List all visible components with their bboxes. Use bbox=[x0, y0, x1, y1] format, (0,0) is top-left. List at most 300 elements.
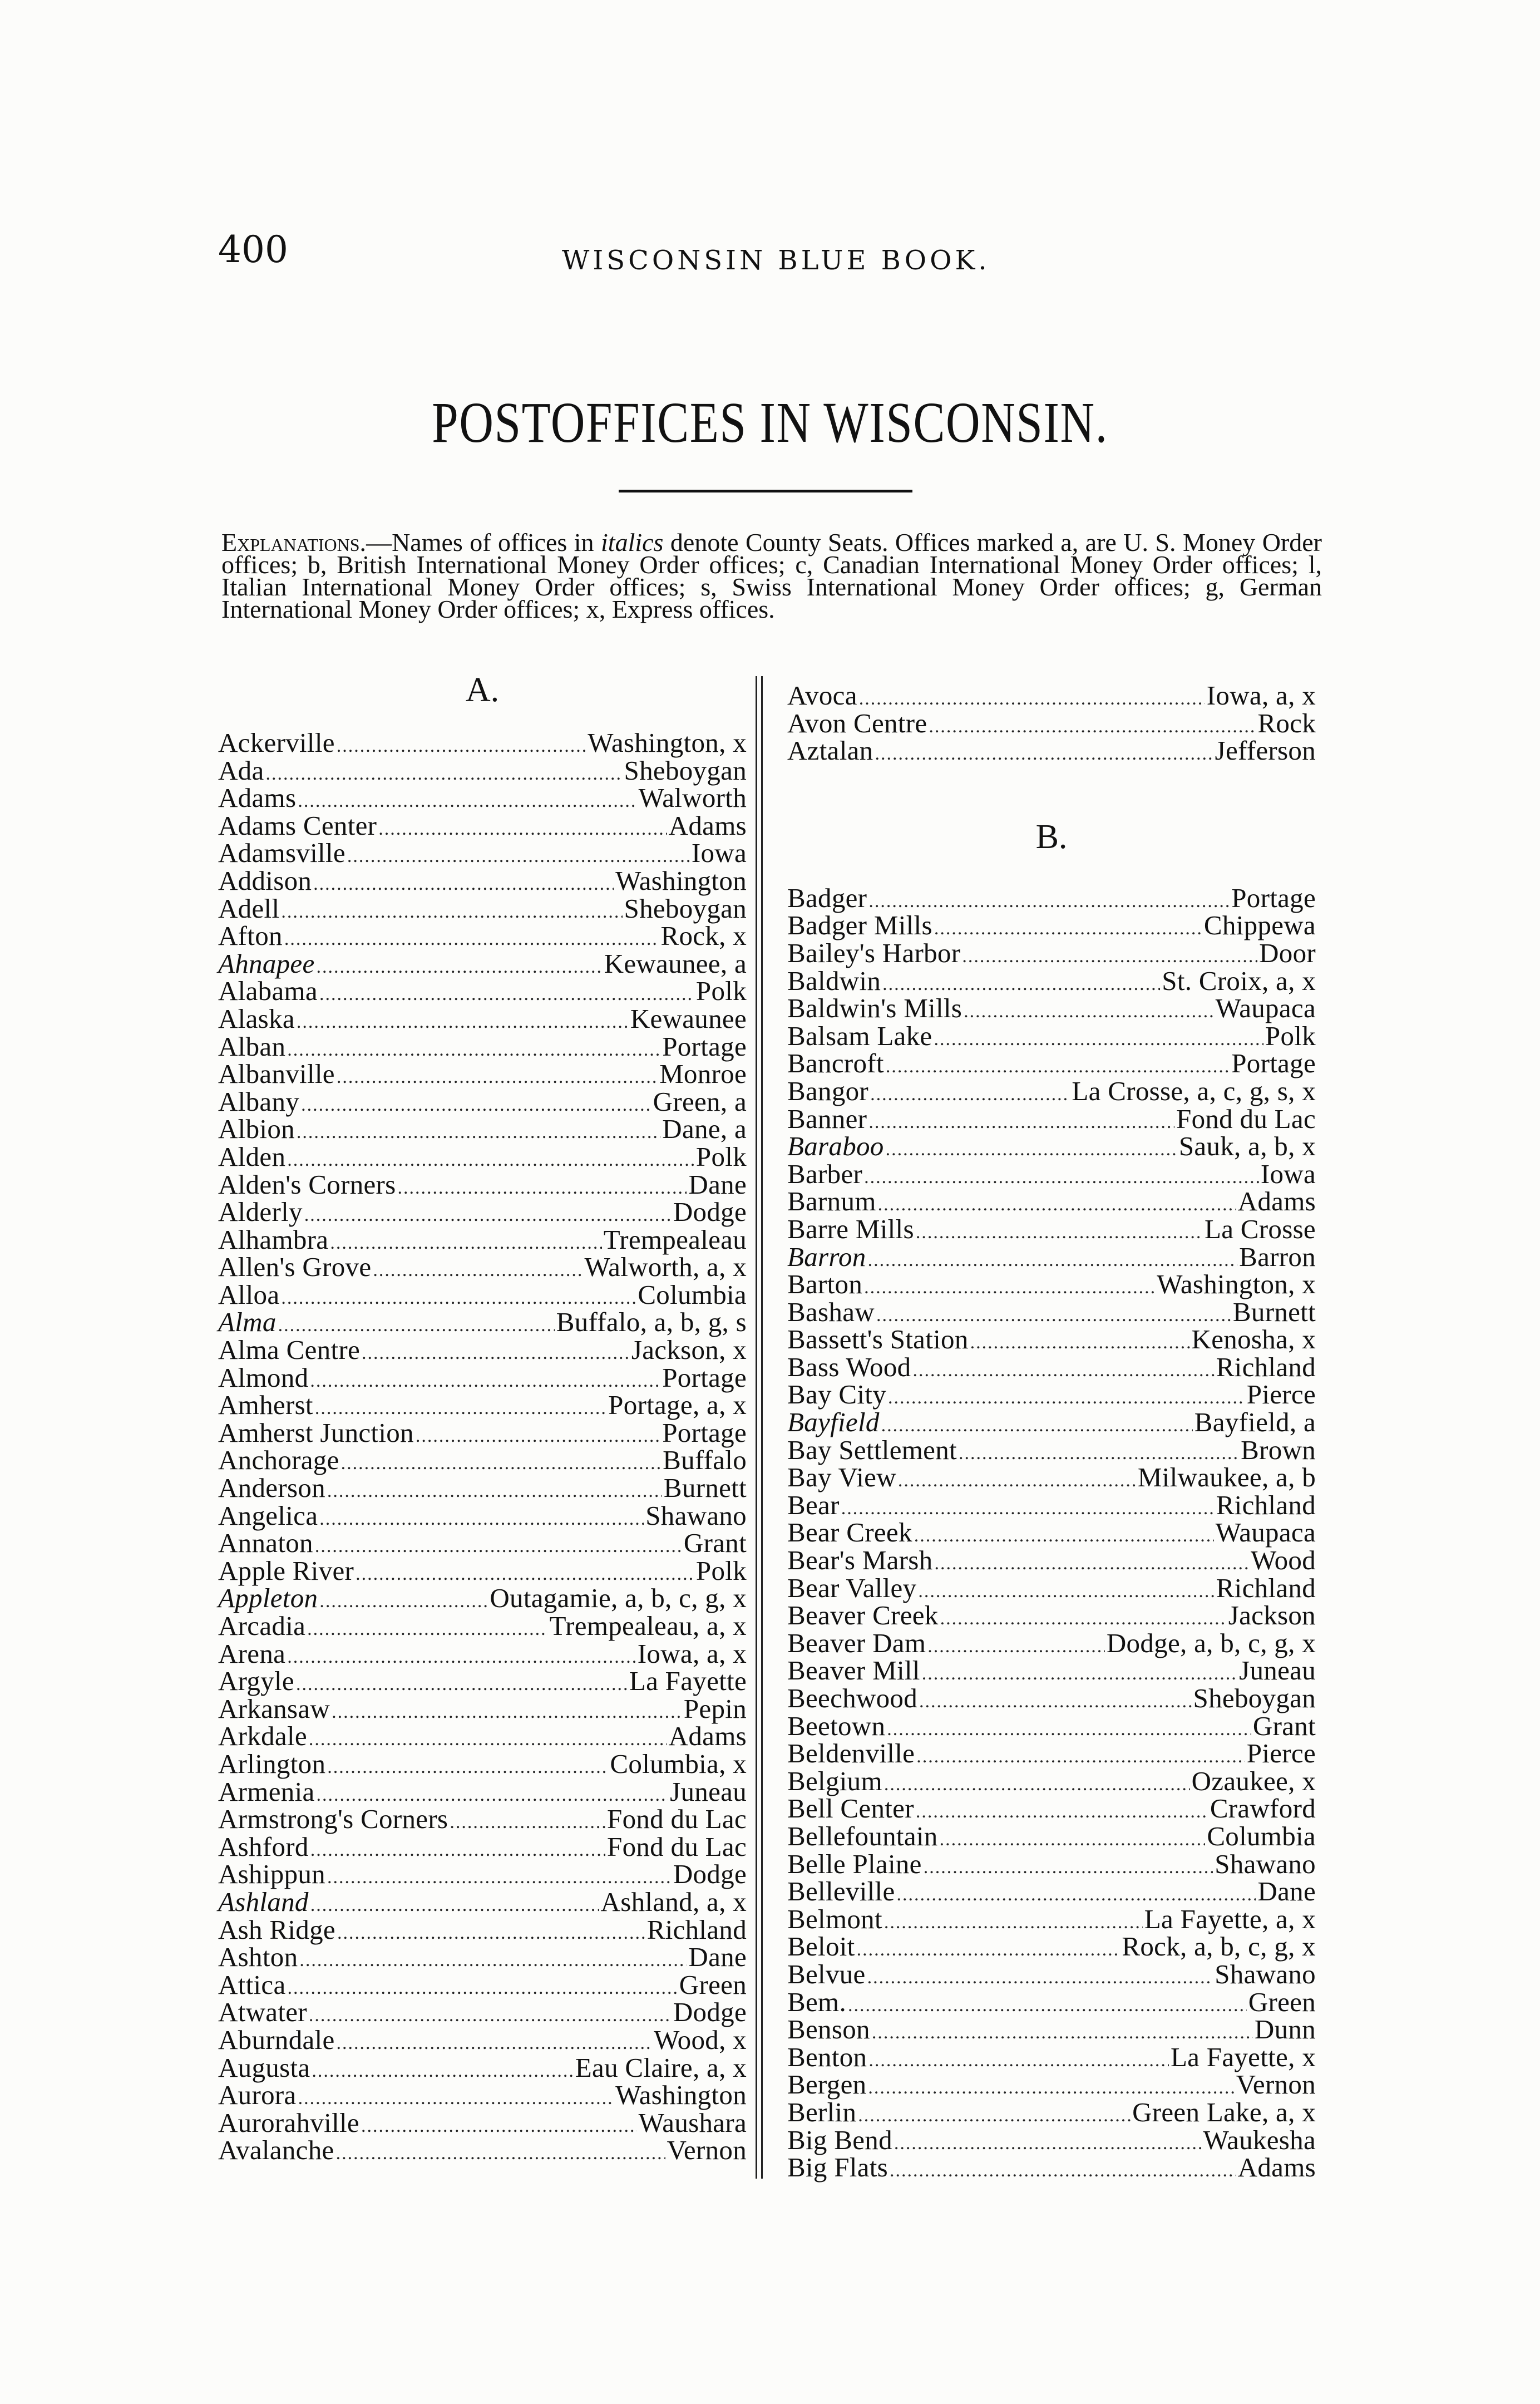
dot-leader bbox=[310, 1836, 605, 1864]
county-name: Rock, a, b, c, g, x bbox=[1122, 1931, 1316, 1962]
county-name: Waushara bbox=[638, 2107, 747, 2138]
county-name: Polk bbox=[1265, 1020, 1316, 1051]
dot-leader bbox=[887, 1716, 1251, 1743]
postoffice-entry bbox=[218, 1778, 747, 1806]
postoffice-entry bbox=[218, 1336, 747, 1364]
postoffice-entry bbox=[218, 1722, 747, 1750]
postoffice-entry bbox=[218, 1446, 747, 1474]
county-name: Waukesha bbox=[1203, 2124, 1316, 2155]
county-seat-name: Alma bbox=[218, 1307, 277, 1338]
office-name: Alden bbox=[218, 1141, 286, 1172]
dot-leader bbox=[868, 1109, 1174, 1136]
section-a-continued-list bbox=[787, 682, 1316, 765]
county-name: Crawford bbox=[1210, 1793, 1316, 1824]
office-name: Angelica bbox=[218, 1500, 318, 1531]
dot-leader bbox=[317, 953, 603, 981]
office-name: Atwater bbox=[218, 1997, 307, 2028]
postoffice-entry bbox=[787, 1160, 1316, 1188]
office-name: Bear bbox=[787, 1489, 840, 1520]
office-name: Albany bbox=[218, 1086, 300, 1117]
postoffice-entry bbox=[787, 884, 1316, 912]
county-name: St. Croix, a, x bbox=[1162, 965, 1316, 996]
postoffice-entry bbox=[218, 1474, 747, 1502]
county-name: Washington bbox=[615, 865, 747, 896]
postoffice-entry bbox=[787, 2071, 1316, 2098]
office-name: Allen's Grove bbox=[218, 1252, 372, 1283]
county-seat-name: Barron bbox=[787, 1241, 866, 1272]
county-name: Washington, x bbox=[588, 727, 747, 758]
dot-leader bbox=[919, 1688, 1192, 1716]
dot-leader bbox=[864, 1164, 1259, 1191]
county-name: Columbia bbox=[638, 1279, 747, 1310]
county-name: Jackson bbox=[1228, 1600, 1316, 1631]
postoffice-entry bbox=[787, 1933, 1316, 1960]
postoffice-entry bbox=[218, 1888, 747, 1916]
postoffice-entry bbox=[218, 1088, 747, 1116]
county-name: Burnett bbox=[663, 1472, 747, 1504]
postoffice-entry bbox=[787, 1436, 1316, 1464]
postoffice-entry bbox=[787, 1657, 1316, 1684]
office-name: Barre Mills bbox=[787, 1213, 914, 1244]
county-name: La Fayette, a, x bbox=[1144, 1903, 1316, 1934]
office-name: Benton bbox=[787, 2041, 867, 2072]
postoffice-entry bbox=[787, 2126, 1316, 2154]
office-name: Alaska bbox=[218, 1003, 295, 1034]
office-name: Annaton bbox=[218, 1528, 313, 1559]
office-name: Belmont bbox=[787, 1903, 882, 1934]
postoffice-entry bbox=[218, 2081, 747, 2109]
page-number: 400 bbox=[218, 228, 288, 271]
county-name: Adams bbox=[668, 810, 747, 841]
county-name: Wood bbox=[1250, 1545, 1316, 1576]
dot-leader bbox=[848, 1992, 1247, 2019]
office-name: Armstrong's Corners bbox=[218, 1804, 448, 1835]
county-name: Iowa, a, x bbox=[1206, 680, 1316, 711]
dot-leader bbox=[327, 1753, 608, 1781]
county-name: Iowa, a, x bbox=[637, 1638, 747, 1669]
postoffice-entry bbox=[218, 1971, 747, 1999]
dot-leader bbox=[878, 1191, 1236, 1219]
running-title: WISCONSIN BLUE BOOK. bbox=[562, 245, 990, 276]
postoffice-entry bbox=[218, 1502, 747, 1530]
postoffice-entry bbox=[218, 1584, 747, 1612]
county-name: Shawano bbox=[1215, 1848, 1316, 1879]
postoffice-entry bbox=[218, 867, 747, 895]
postoffice-entry bbox=[787, 2154, 1316, 2181]
office-name: Anderson bbox=[218, 1472, 325, 1504]
postoffice-entry bbox=[218, 1171, 747, 1199]
office-name: Bear's Marsh bbox=[787, 1545, 933, 1576]
county-name: Portage bbox=[662, 1031, 747, 1062]
section-b-list bbox=[787, 884, 1316, 2181]
dot-leader bbox=[373, 1257, 583, 1284]
dot-leader bbox=[886, 1136, 1177, 1164]
office-name: Armenia bbox=[218, 1776, 315, 1807]
county-name: Iowa bbox=[691, 838, 747, 869]
office-name: Ackerville bbox=[218, 727, 335, 758]
office-name: Beaver Mill bbox=[787, 1655, 920, 1686]
county-name: Pepin bbox=[683, 1693, 747, 1724]
county-name: Trempealeau, a, x bbox=[549, 1610, 747, 1641]
postoffice-entry bbox=[218, 1033, 747, 1061]
postoffice-entry bbox=[218, 2109, 747, 2137]
section-b-heading: B. bbox=[1035, 817, 1068, 856]
postoffice-entry bbox=[787, 1022, 1316, 1050]
county-seat-name: Ashland bbox=[218, 1886, 309, 1917]
county-name: Dodge bbox=[673, 1859, 747, 1890]
dot-leader bbox=[336, 2140, 665, 2167]
office-name: Attica bbox=[218, 1969, 286, 2000]
postoffice-entry bbox=[218, 1695, 747, 1723]
county-name: Fond du Lac bbox=[1176, 1103, 1316, 1134]
county-name: Iowa bbox=[1260, 1158, 1316, 1189]
postoffice-entry bbox=[218, 729, 747, 757]
county-name: Milwaukee, a, b bbox=[1137, 1462, 1316, 1493]
postoffice-entry bbox=[787, 1464, 1316, 1491]
dot-leader bbox=[890, 2157, 1236, 2185]
office-name: Adell bbox=[218, 893, 280, 924]
office-name: Amherst bbox=[218, 1390, 313, 1421]
postoffice-entry bbox=[787, 2043, 1316, 2071]
office-name: Alloa bbox=[218, 1279, 280, 1310]
postoffice-entry bbox=[787, 682, 1316, 710]
office-name: Beetown bbox=[787, 1710, 886, 1741]
county-name: Green Lake, a, x bbox=[1132, 2096, 1316, 2127]
office-name: Albanville bbox=[218, 1058, 335, 1090]
postoffice-entry bbox=[218, 1005, 747, 1033]
office-name: Alhambra bbox=[218, 1224, 329, 1255]
county-name: Green bbox=[1248, 1986, 1316, 2017]
office-name: Anchorage bbox=[218, 1445, 339, 1476]
dot-leader bbox=[319, 1588, 488, 1615]
county-name: Ashland, a, x bbox=[600, 1886, 747, 1917]
dot-leader bbox=[964, 998, 1213, 1026]
dot-leader bbox=[940, 1826, 1206, 1854]
postoffice-entry bbox=[787, 1298, 1316, 1326]
postoffice-entry bbox=[787, 1740, 1316, 1767]
county-name: Kewaunee bbox=[630, 1003, 747, 1034]
office-name: Avon Centre bbox=[787, 707, 927, 738]
dot-leader bbox=[287, 1643, 636, 1671]
postoffice-entry bbox=[218, 1226, 747, 1254]
county-name: Dane bbox=[1257, 1876, 1316, 1907]
postoffice-entry bbox=[787, 1105, 1316, 1133]
postoffice-entry bbox=[787, 967, 1316, 995]
postoffice-entry bbox=[218, 2026, 747, 2054]
postoffice-entry bbox=[218, 1143, 747, 1171]
postoffice-entry bbox=[218, 784, 747, 812]
section-a-list bbox=[218, 729, 747, 2164]
county-name: Dane bbox=[688, 1169, 747, 1200]
dot-leader bbox=[929, 713, 1256, 741]
office-name: Bergen bbox=[787, 2069, 867, 2100]
dot-leader bbox=[934, 1026, 1263, 1053]
page-title: POSTOFFICES IN WISCONSIN. bbox=[432, 391, 1108, 455]
dot-leader bbox=[337, 1919, 645, 1947]
postoffice-entry bbox=[787, 1822, 1316, 1850]
office-name: Belgium bbox=[787, 1765, 882, 1796]
dot-leader bbox=[916, 1219, 1203, 1247]
office-name: Alabama bbox=[218, 976, 318, 1007]
county-name: Green, a bbox=[653, 1086, 747, 1117]
county-name: Buffalo bbox=[663, 1445, 747, 1476]
county-name: Trempealeau bbox=[603, 1224, 747, 1255]
dot-leader bbox=[867, 1964, 1213, 1992]
dot-leader bbox=[934, 915, 1202, 943]
dot-leader bbox=[284, 925, 659, 953]
postoffice-entry bbox=[787, 1988, 1316, 2016]
office-name: Bay Settlement bbox=[787, 1434, 957, 1465]
county-name: Grant bbox=[683, 1528, 747, 1559]
county-name: Juneau bbox=[670, 1776, 747, 1807]
county-name: Waupaca bbox=[1215, 1517, 1316, 1548]
office-name: Baldwin bbox=[787, 965, 881, 996]
office-name: Ash Ridge bbox=[218, 1914, 335, 1945]
office-name: Arena bbox=[218, 1638, 286, 1669]
county-name: Shawano bbox=[645, 1500, 747, 1531]
county-name: La Fayette, x bbox=[1170, 2041, 1316, 2072]
office-name: Bear Valley bbox=[787, 1572, 917, 1603]
dot-leader bbox=[927, 1633, 1105, 1661]
postoffice-entry bbox=[218, 1612, 747, 1640]
postoffice-entry bbox=[787, 1077, 1316, 1105]
office-name: Alban bbox=[218, 1031, 286, 1062]
postoffice-entry bbox=[787, 2098, 1316, 2126]
office-name: Arkansaw bbox=[218, 1693, 330, 1724]
postoffice-entry bbox=[787, 939, 1316, 967]
dot-leader bbox=[888, 1384, 1245, 1412]
county-name: Portage bbox=[1231, 1048, 1316, 1079]
county-name: Burnett bbox=[1232, 1296, 1316, 1327]
office-name: Beloit bbox=[787, 1931, 855, 1962]
dot-leader bbox=[312, 2057, 573, 2085]
county-name: Vernon bbox=[1236, 2069, 1316, 2100]
office-name: Albion bbox=[218, 1114, 295, 1145]
office-name: Argyle bbox=[218, 1666, 294, 1697]
county-name: Washington, x bbox=[1157, 1269, 1316, 1300]
postoffice-entry bbox=[787, 1602, 1316, 1629]
county-name: Pierce bbox=[1246, 1738, 1316, 1769]
dot-leader bbox=[297, 1119, 660, 1146]
county-name: Sheboygan bbox=[624, 755, 747, 786]
postoffice-entry bbox=[787, 1491, 1316, 1519]
postoffice-entry bbox=[218, 1308, 747, 1336]
office-name: Amherst Junction bbox=[218, 1417, 414, 1448]
postoffice-entry bbox=[787, 707, 1316, 738]
office-name: Bangor bbox=[787, 1075, 869, 1106]
office-name: Arkdale bbox=[218, 1721, 307, 1752]
postoffice-entry bbox=[787, 1960, 1316, 1988]
dot-leader bbox=[416, 1422, 660, 1450]
county-seat-name: Bayfield bbox=[787, 1407, 880, 1438]
county-name: Polk bbox=[695, 1141, 747, 1172]
postoffice-entry bbox=[218, 1750, 747, 1778]
county-name: Dodge, a, b, c, g, x bbox=[1106, 1627, 1316, 1658]
office-name: Ashton bbox=[218, 1942, 298, 1973]
postoffice-entry bbox=[218, 1833, 747, 1861]
county-name: Richland bbox=[1216, 1351, 1316, 1382]
county-name: Chippewa bbox=[1203, 910, 1316, 941]
postoffice-entry bbox=[218, 1667, 747, 1695]
office-name: Aztalan bbox=[787, 735, 873, 766]
postoffice-entry bbox=[218, 1364, 747, 1392]
office-name: Belleville bbox=[787, 1876, 895, 1907]
office-name: Barnum bbox=[787, 1186, 876, 1217]
explanations-paragraph bbox=[221, 528, 1322, 623]
county-name: Columbia, x bbox=[610, 1748, 747, 1779]
dot-leader bbox=[970, 1329, 1190, 1357]
office-name: Avoca bbox=[787, 680, 857, 711]
county-name: Walworth bbox=[638, 782, 747, 814]
county-name: Jefferson bbox=[1215, 735, 1316, 766]
office-name: Benson bbox=[787, 2014, 870, 2045]
office-name: Bailey's Harbor bbox=[787, 937, 961, 968]
dot-leader bbox=[287, 1036, 660, 1064]
dot-leader bbox=[918, 1578, 1214, 1605]
postoffice-entry bbox=[218, 2054, 747, 2082]
postoffice-entry bbox=[787, 737, 1316, 765]
county-name: Portage bbox=[662, 1417, 747, 1448]
county-name: Eau Claire, a, x bbox=[575, 2052, 747, 2083]
postoffice-entry bbox=[218, 1557, 747, 1585]
dot-leader bbox=[898, 1467, 1136, 1495]
county-name: Waupaca bbox=[1215, 993, 1316, 1024]
county-name: Jackson, x bbox=[631, 1334, 747, 1366]
postoffice-entry bbox=[787, 1050, 1316, 1077]
county-name: La Crosse, a, c, g, s, x bbox=[1072, 1075, 1316, 1106]
postoffice-entry bbox=[218, 1860, 747, 1888]
postoffice-entry bbox=[787, 1132, 1316, 1160]
county-name: Portage bbox=[662, 1362, 747, 1393]
county-name: Monroe bbox=[659, 1058, 747, 1090]
office-name: Balsam Lake bbox=[787, 1020, 932, 1051]
office-name: Berlin bbox=[787, 2096, 857, 2127]
county-name: Adams bbox=[1237, 2152, 1316, 2183]
postoffice-entry bbox=[218, 1198, 747, 1226]
postoffice-entry bbox=[218, 1529, 747, 1557]
postoffice-entry bbox=[218, 1998, 747, 2026]
dot-leader bbox=[870, 1081, 1070, 1109]
dot-leader bbox=[332, 1698, 682, 1726]
dot-leader bbox=[296, 1671, 628, 1698]
office-name: Bay City bbox=[787, 1379, 886, 1410]
office-name: Ada bbox=[218, 755, 264, 786]
postoffice-entry bbox=[218, 950, 747, 978]
dot-leader bbox=[884, 1771, 1190, 1799]
postoffice-entry bbox=[787, 2016, 1316, 2043]
postoffice-entry bbox=[218, 1943, 747, 1971]
county-name: Buffalo, a, b, g, s bbox=[556, 1307, 747, 1338]
office-name: Big Flats bbox=[787, 2152, 889, 2183]
postoffice-entry bbox=[218, 812, 747, 840]
postoffice-entry bbox=[218, 1253, 747, 1281]
dot-leader bbox=[912, 1357, 1214, 1385]
title-rule bbox=[619, 490, 912, 492]
county-name: Columbia bbox=[1207, 1820, 1316, 1851]
office-name: Bem. bbox=[787, 1986, 846, 2017]
county-name: Wood, x bbox=[654, 2024, 747, 2055]
postoffice-entry bbox=[787, 1878, 1316, 1905]
postoffice-entry bbox=[218, 1640, 747, 1668]
postoffice-entry bbox=[218, 757, 747, 785]
explanations-italic-word: italics bbox=[601, 528, 664, 556]
county-name: Adams bbox=[668, 1721, 747, 1752]
office-name: Bellefountain bbox=[787, 1820, 938, 1851]
county-seat-name: Ahnapee bbox=[218, 948, 315, 979]
postoffice-entry bbox=[218, 977, 747, 1005]
dot-leader bbox=[857, 1936, 1121, 1964]
dot-leader bbox=[337, 732, 586, 760]
office-name: Augusta bbox=[218, 2052, 310, 2083]
postoffice-entry bbox=[787, 1574, 1316, 1602]
postoffice-entry bbox=[218, 1060, 747, 1088]
office-name: Bell Center bbox=[787, 1793, 914, 1824]
office-name: Belvue bbox=[787, 1958, 866, 1989]
dot-leader bbox=[307, 1615, 547, 1643]
postoffice-entry bbox=[218, 922, 747, 950]
column-divider bbox=[761, 676, 763, 2179]
office-name: Arlington bbox=[218, 1748, 326, 1779]
office-name: Addison bbox=[218, 865, 312, 896]
office-name: Aurora bbox=[218, 2080, 297, 2111]
office-name: Bass Wood bbox=[787, 1351, 911, 1382]
county-name: Sheboygan bbox=[1193, 1683, 1316, 1713]
county-name: Kenosha, x bbox=[1191, 1324, 1316, 1355]
office-name: Alderly bbox=[218, 1196, 303, 1228]
postoffice-entry bbox=[787, 1215, 1316, 1243]
office-name: Big Bend bbox=[787, 2124, 892, 2155]
dot-leader bbox=[914, 1522, 1214, 1550]
office-name: Beldenville bbox=[787, 1738, 915, 1769]
postoffice-entry bbox=[787, 1850, 1316, 1878]
office-name: Ashippun bbox=[218, 1859, 325, 1890]
office-name: Bay View bbox=[787, 1462, 896, 1493]
dot-leader bbox=[916, 1798, 1208, 1826]
postoffice-entry bbox=[787, 1243, 1316, 1271]
dot-leader bbox=[450, 1809, 605, 1836]
county-name: Polk bbox=[695, 976, 747, 1007]
county-name: Dane bbox=[688, 1942, 747, 1973]
office-name: Bassett's Station bbox=[787, 1324, 969, 1355]
postoffice-entry bbox=[787, 1353, 1316, 1381]
explanations-text-before: —Names of offices in bbox=[366, 528, 601, 556]
office-name: Adams bbox=[218, 782, 297, 814]
postoffice-entry bbox=[787, 912, 1316, 939]
county-name: Adams bbox=[1237, 1186, 1316, 1217]
office-name: Belle Plaine bbox=[787, 1848, 922, 1879]
section-a-heading: A. bbox=[465, 671, 500, 709]
office-name: Beechwood bbox=[787, 1683, 918, 1713]
dot-leader bbox=[884, 1909, 1143, 1937]
county-name: Rock bbox=[1257, 707, 1316, 738]
office-name: Beaver Dam bbox=[787, 1627, 926, 1658]
dot-leader bbox=[327, 1477, 662, 1505]
dot-leader bbox=[378, 815, 667, 843]
office-name: Adams Center bbox=[218, 810, 377, 841]
dot-leader bbox=[310, 1891, 599, 1919]
office-name: Barber bbox=[787, 1158, 863, 1189]
county-seat-name: Appleton bbox=[218, 1583, 318, 1614]
postoffice-entry bbox=[218, 1805, 747, 1833]
county-name: Dunn bbox=[1254, 2014, 1316, 2045]
office-name: Bancroft bbox=[787, 1048, 884, 1079]
explanations-text-after: denote County Seats. Offices marked a, are U. S. Money Order offices; b, British International Money Order offices; c, Canadian International Money Order offices; l, Italian International Money Order offices; s, Swiss International Money Order offices; g, German International Money Order offices; x, Express offices. bbox=[221, 528, 1322, 623]
dot-leader bbox=[361, 2112, 637, 2140]
dot-leader bbox=[858, 2102, 1131, 2130]
postoffice-entry bbox=[787, 1381, 1316, 1408]
postoffice-entry bbox=[787, 1795, 1316, 1822]
county-name: Shawano bbox=[1215, 1958, 1316, 1989]
